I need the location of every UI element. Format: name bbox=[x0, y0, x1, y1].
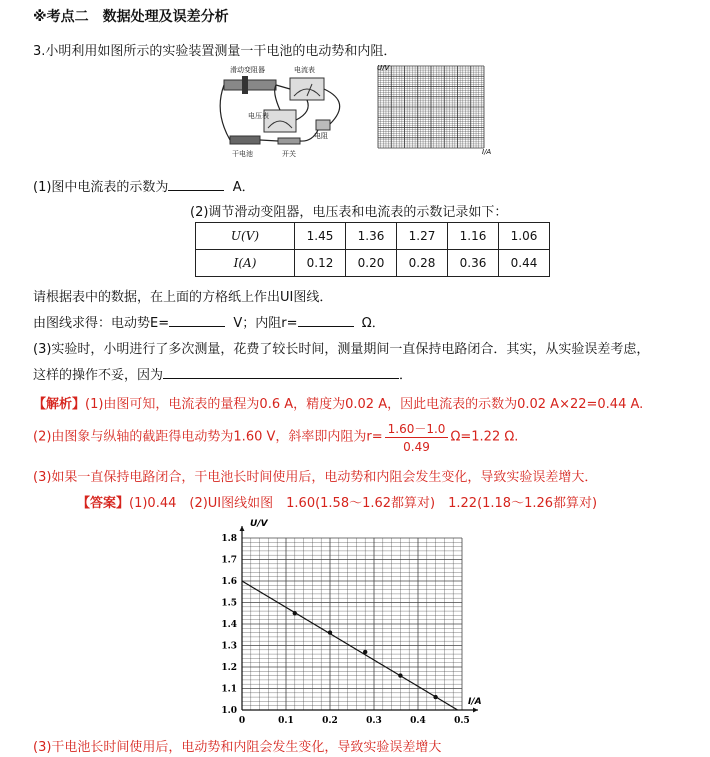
ammeter-label: 电流表 bbox=[294, 66, 315, 74]
rheostat-shape bbox=[224, 80, 276, 90]
data-point bbox=[433, 695, 437, 699]
y-tick-label: 1.3 bbox=[221, 641, 237, 652]
i-header: I(A) bbox=[196, 250, 295, 277]
solution-tag: 【解析】 bbox=[33, 397, 86, 412]
x-tick-label: 0.3 bbox=[366, 716, 382, 726]
y-axis-arrow bbox=[240, 526, 245, 531]
answer-line bbox=[77, 492, 597, 511]
blank-graph-paper bbox=[372, 62, 492, 158]
y-tick-label: 1.2 bbox=[221, 663, 237, 673]
i-value: 0.36 bbox=[448, 250, 499, 277]
question-1 bbox=[33, 176, 255, 195]
fraction-denominator: 0.49 bbox=[403, 440, 430, 454]
question-2-result bbox=[33, 312, 385, 331]
i-value: 0.44 bbox=[499, 250, 550, 277]
fraction-numerator: 1.60－1.0 bbox=[385, 420, 449, 438]
chart-x-label: I/A bbox=[468, 697, 482, 707]
u-value: 1.45 bbox=[295, 223, 346, 250]
blank-grid-x-label: I/A bbox=[482, 148, 492, 156]
q1-suffix: A． bbox=[232, 180, 255, 195]
switch-shape bbox=[278, 138, 300, 144]
table-row bbox=[196, 223, 550, 250]
table-row bbox=[196, 250, 550, 277]
answer-tag: 【答案】 bbox=[77, 496, 130, 511]
switch-label: 开关 bbox=[282, 150, 296, 158]
data-point bbox=[328, 630, 332, 634]
y-tick-label: 1.1 bbox=[221, 684, 237, 695]
question-2-instruction: 请根据表中的数据，在上面的方格纸上作出UI图线． bbox=[33, 290, 333, 305]
i-value: 0.28 bbox=[397, 250, 448, 277]
u-header: U(V) bbox=[196, 223, 295, 250]
blank-grid-y-label: U/V bbox=[377, 64, 390, 72]
solution-text-2-prefix: (2)由图象与纵轴的截距得电动势为1.60 V，斜率即内阻为r= bbox=[33, 429, 383, 445]
data-point bbox=[398, 673, 402, 677]
y-tick-label: 1.8 bbox=[221, 534, 237, 544]
i-value: 0.20 bbox=[346, 250, 397, 277]
q3-suffix: ． bbox=[399, 368, 413, 383]
battery-shape bbox=[230, 136, 260, 144]
x-tick-label: 0.1 bbox=[278, 716, 294, 726]
slope-fraction bbox=[385, 420, 449, 454]
u-value: 1.06 bbox=[499, 223, 550, 250]
solution-line-1 bbox=[33, 393, 643, 412]
solution-text-2-suffix: Ω=1.22 Ω. bbox=[450, 429, 519, 445]
q2-emf-prefix: 由图线求得：电动势E= bbox=[33, 316, 170, 331]
x-tick-label: 0.4 bbox=[410, 716, 426, 726]
section-title: ※考点二 数据处理及误差分析 bbox=[33, 9, 229, 25]
data-point bbox=[293, 611, 297, 615]
u-value: 1.16 bbox=[448, 223, 499, 250]
chart-y-label: U/V bbox=[250, 519, 268, 529]
answer-text: (1)0.44 (2)UI图线如图 1.60(1.58～1.62都算对) 1.22(1.18～1.26都算对) bbox=[129, 496, 598, 511]
x-tick-label: 0.2 bbox=[322, 716, 338, 726]
resistor-label: 电阻 bbox=[314, 132, 328, 140]
y-tick-label: 1.4 bbox=[221, 620, 237, 630]
question-2-intro: (2)调节滑动变阻器，电压表和电流表的示数记录如下： bbox=[190, 205, 508, 220]
q1-answer-blank[interactable] bbox=[168, 178, 224, 191]
x-axis-arrow bbox=[473, 708, 478, 713]
question-3-line1: (3)实验时，小明进行了多次测量，花费了较长时间，测量期间一直保持电路闭合．其实，从实验误差考虑， bbox=[33, 342, 650, 357]
q2-r-mid: V；内阻r= bbox=[233, 316, 298, 331]
x-tick-label: 0.5 bbox=[454, 716, 470, 726]
q3-answer-blank[interactable] bbox=[163, 366, 399, 379]
q2-r-blank[interactable] bbox=[298, 314, 354, 327]
measurement-table bbox=[195, 222, 550, 277]
final-answer-line: (3)干电池长时间使用后，电动势和内阻会发生变化，导致实验误差增大 bbox=[33, 740, 442, 755]
problem-stem: 3.小明利用如图所示的实验装置测量一干电池的电动势和内阻． bbox=[33, 44, 397, 59]
voltmeter-label: 电压表 bbox=[248, 112, 269, 120]
resistor-shape bbox=[316, 120, 330, 130]
q2-emf-blank[interactable] bbox=[169, 314, 225, 327]
y-tick-label: 1.7 bbox=[221, 555, 237, 566]
y-tick-label: 1.6 bbox=[221, 577, 237, 587]
x-tick-label: 0 bbox=[238, 716, 246, 726]
u-value: 1.27 bbox=[397, 223, 448, 250]
solution-line-2 bbox=[33, 420, 518, 454]
u-i-chart bbox=[208, 518, 498, 730]
rheostat-label: 滑动变阻器 bbox=[230, 66, 265, 74]
q1-prefix: (1)图中电流表的示数为 bbox=[33, 180, 169, 195]
y-tick-label: 1.5 bbox=[221, 598, 237, 609]
data-point bbox=[363, 650, 367, 654]
apparatus-figure bbox=[212, 62, 372, 158]
i-value: 0.12 bbox=[295, 250, 346, 277]
question-3-line2 bbox=[33, 364, 412, 383]
y-tick-label: 1.0 bbox=[221, 706, 237, 716]
q2-r-unit: Ω． bbox=[361, 316, 385, 331]
solution-line-3: (3)如果一直保持电路闭合，干电池长时间使用后，电动势和内阻会发生变化，导致实验误差增大． bbox=[33, 470, 598, 485]
battery-label: 干电池 bbox=[232, 150, 253, 158]
q3-prefix: 这样的操作不妥，因为 bbox=[33, 368, 164, 383]
u-value: 1.36 bbox=[346, 223, 397, 250]
solution-text-1: (1)由图可知，电流表的量程为0.6 A，精度为0.02 A，因此电流表的示数为0.02 A×22=0.44 A. bbox=[85, 397, 644, 412]
